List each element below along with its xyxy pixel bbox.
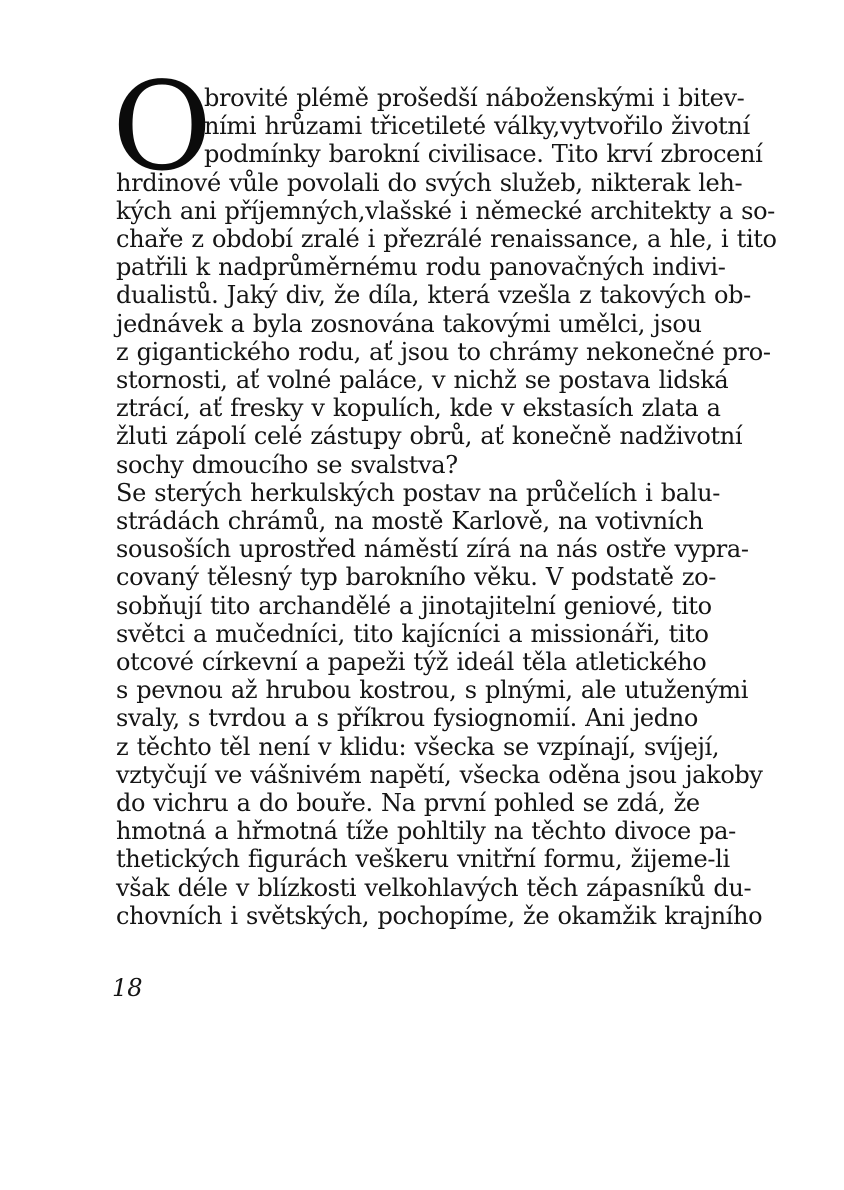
text-line: chovních i světských, pochopíme, že okamžik krajního — [116, 902, 763, 930]
text-line: podmínky barokní civilisace. Tito krví zbrocení — [204, 140, 763, 168]
text-line: strádách chrámů, na mostě Karlově, na votivních — [116, 507, 704, 535]
text-line: z těchto těl není v klidu: všecka se vzpínají, svíjejí, — [116, 733, 720, 761]
text-line: brovité plémě prošedší náboženskými i bitev- — [204, 84, 745, 112]
text-line: chaře z období zralé i přezrálé renaissance, a hle, i tito — [116, 225, 777, 253]
text-line: svaly, s tvrdou a s příkrou fysiognomií. Ani jedno — [116, 704, 698, 732]
text-line: kých ani příjemných,vlašské i německé architekty a so- — [116, 197, 775, 225]
text-line: covaný tělesný typ barokního věku. V podstatě zo- — [116, 563, 717, 591]
text-line: hrdinové vůle povolali do svých služeb, nikterak leh- — [116, 169, 743, 197]
drop-cap: O — [112, 56, 213, 198]
text-line: Se sterých herkulských postav na průčelích i balu- — [116, 479, 720, 507]
text-line: však déle v blízkosti velkohlavých těch zápasníků du- — [116, 874, 752, 902]
text-line: hmotná a hřmotná tíže pohltily na těchto divoce pa- — [116, 817, 736, 845]
text-line: do vichru a do bouře. Na první pohled se zdá, že — [116, 789, 700, 817]
text-line: stornosti, ať volné paláce, v nichž se postava lidská — [116, 366, 729, 394]
text-line: dualistů. Jaký div, že díla, která vzešla z takových ob- — [116, 281, 751, 309]
text-line: jednávek a byla zosnována takovými umělci, jsou — [116, 310, 702, 338]
text-line: sobňují tito archandělé a jinotajitelní geniové, tito — [116, 592, 712, 620]
text-line: vztyčují ve vášnivém napětí, všecka oděna jsou jakoby — [116, 761, 763, 789]
text-line: ztrácí, ať fresky v kopulích, kde v ekstasích zlata a — [116, 394, 721, 422]
text-line: otcové církevní a papeži týž ideál těla atletického — [116, 648, 707, 676]
text-line: sochy dmoucího se svalstva? — [116, 451, 458, 479]
text-line: ními hrůzami třicetileté války,vytvořilo životní — [204, 112, 750, 140]
text-line: žluti zápolí celé zástupy obrů, ať konečně nadživotní — [116, 422, 743, 450]
text-line: patřili k nadprůměrnému rodu panovačných indivi- — [116, 253, 726, 281]
text-line: z gigantického rodu, ať jsou to chrámy nekonečné pro- — [116, 338, 771, 366]
page-number: 18 — [112, 974, 143, 1002]
text-line: thetických figurách veškeru vnitřní formu, žijeme-li — [116, 845, 730, 873]
text-line: sousoších uprostřed náměstí zírá na nás ostře vypra- — [116, 535, 749, 563]
text-line: světci a mučedníci, tito kajícníci a missionáři, tito — [116, 620, 709, 648]
text-line: s pevnou až hrubou kostrou, s plnými, ale utuženými — [116, 676, 749, 704]
